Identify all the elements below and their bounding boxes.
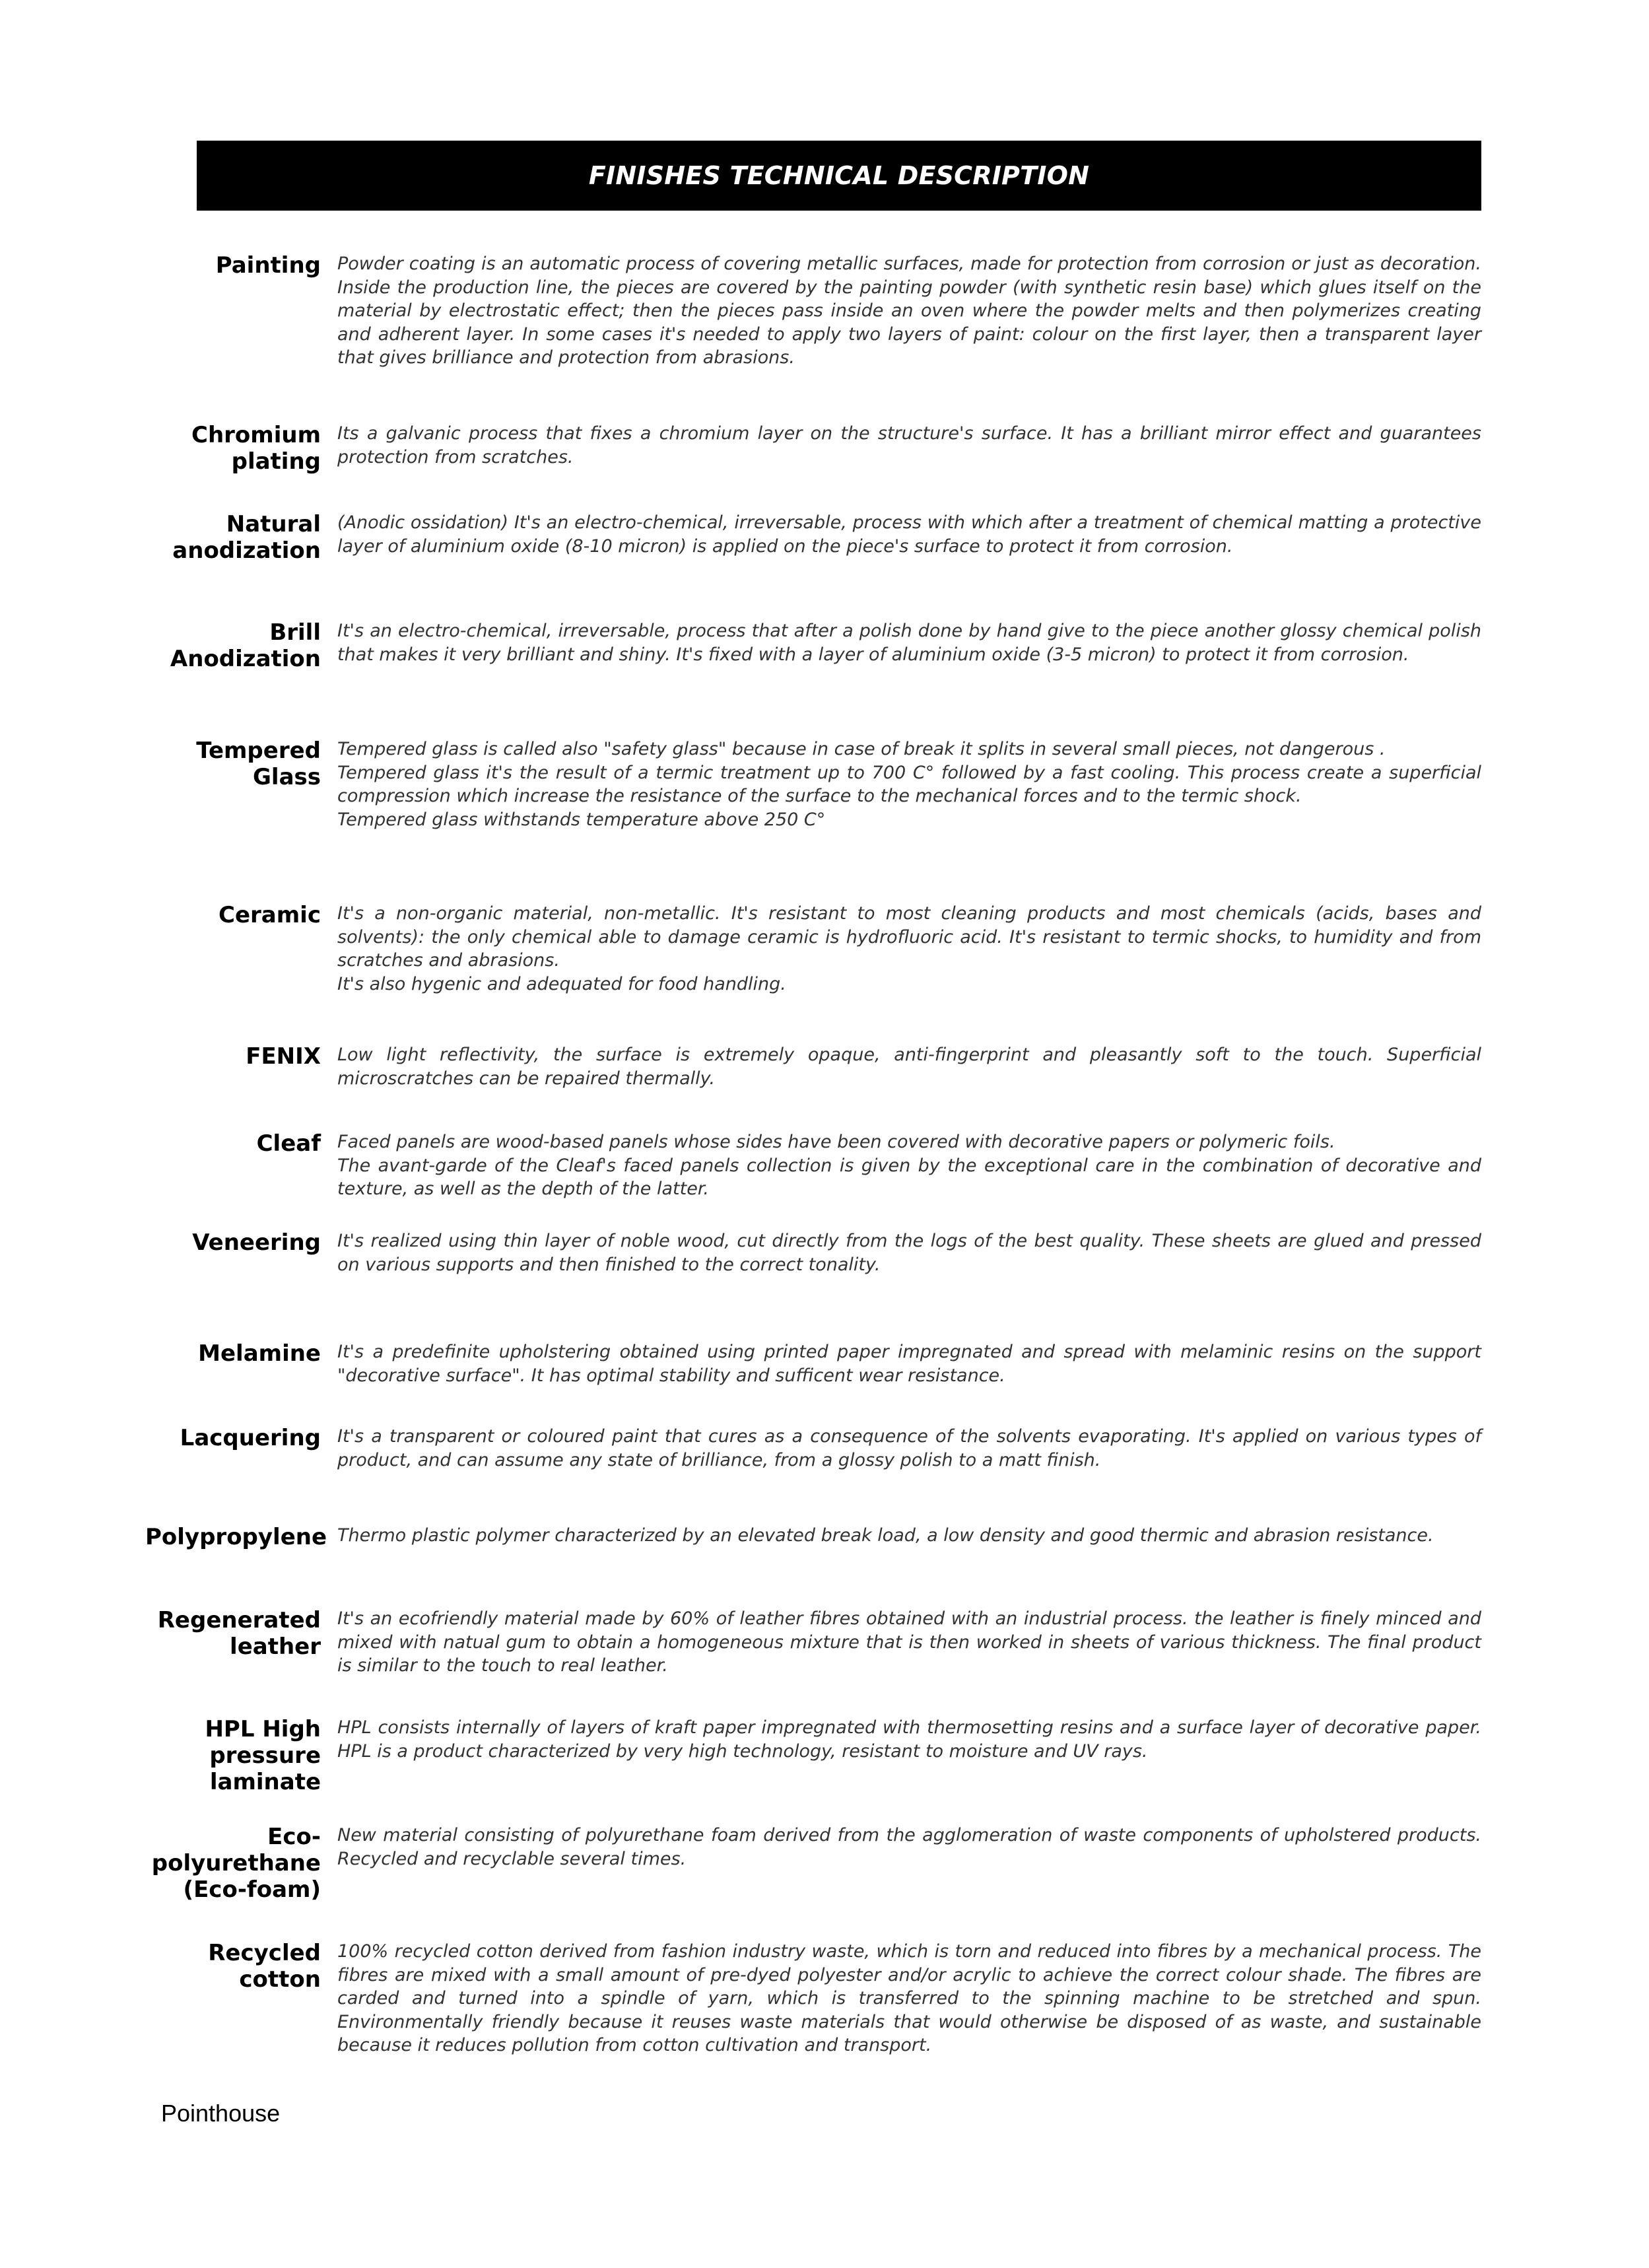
finish-label: Polypropylene: [145, 1524, 327, 1550]
finish-label: Cleaf: [256, 1130, 321, 1157]
finish-description-paragraph: Tempered glass withstands temperature above 250 C°: [337, 809, 826, 830]
footer-brand: Pointhouse: [161, 2100, 281, 2127]
finish-description-paragraph: It's an electro-chemical, irreversable, process that after a polish done by hand give to the piece another glossy chemical polish that makes it very brilliant and shiny. It's fixed with a layer of aluminium oxide (3-5 micron) to protect it from corrosion.: [337, 621, 1481, 665]
finish-description-paragraph: It's a non-organic material, non-metallic. It's resistant to most cleaning products and most chemicals (acids, bases and solvents): the only chemical able to damage ceramic is hydrofluoric acid. It's resistant to termic shocks, to humidity and from scratches and abrasions.: [337, 903, 1481, 971]
finish-label: Brill Anodization: [170, 619, 321, 672]
finish-description-paragraph: It's a transparent or coloured paint that cures as a consequence of the solvents evaporating. It's applied on various types of product, and can assume any state of brilliance, from a glossy polish to a matt finish.: [337, 1426, 1481, 1470]
finish-description: [337, 1607, 1481, 1678]
finish-label: Tempered Glass: [196, 738, 321, 790]
section-title: FINISHES TECHNICAL DESCRIPTION: [588, 161, 1090, 190]
finish-label: Natural anodization: [172, 511, 321, 564]
finish-description-paragraph: Thermo plastic polymer characterized by an elevated break load, a low density and good thermic and abrasion resistance.: [337, 1525, 1434, 1546]
finish-description: [337, 1043, 1481, 1090]
finish-label: HPL High pressure laminate: [205, 1716, 321, 1795]
finish-description-paragraph: It's realized using thin layer of noble wood, cut directly from the logs of the best quality. These sheets are glued and pressed on various supports and then finished to the correct tonality.: [337, 1231, 1481, 1275]
finish-description: [337, 619, 1481, 666]
finish-description: [337, 1824, 1481, 1871]
finish-description-paragraph: Its a galvanic process that fixes a chromium layer on the structure's surface. It has a brilliant mirror effect and guarantees protection from scratches.: [337, 423, 1481, 467]
finish-description-paragraph: 100% recycled cotton derived from fashion industry waste, which is torn and reduced into fibres by a mechanical process. The fibres are mixed with a small amount of pre-dyed polyester and/or acrylic to achieve the correct colour shade. The fibres are carded and turned into a spindle of yarn, which is transferred to the spinning machine to be stretched and spun. Environmentally friendly because it reuses waste materials that would otherwise be disposed of as waste, and sustainable because it reduces pollution from cotton cultivation and transport.: [337, 1941, 1481, 2055]
section-title-bar: [197, 141, 1481, 211]
finish-label: Chromium plating: [191, 422, 321, 475]
finish-description-paragraph: HPL consists internally of layers of kraft paper impregnated with thermosetting resins and a surface layer of decorative paper. HPL is a product characterized by very high technology, resistant to moisture and UV rays.: [337, 1717, 1481, 1762]
finish-description: [337, 738, 1481, 831]
finish-description: [337, 1229, 1481, 1276]
finish-description-paragraph: Low light reflectivity, the surface is extremely opaque, anti-fingerprint and pleasantly soft to the touch. Superficial microscratches can be repaired thermally.: [337, 1045, 1481, 1089]
finish-description-paragraph: Faced panels are wood-based panels whose sides have been covered with decorative papers or polymeric foils.: [337, 1132, 1335, 1152]
finish-description: [337, 1524, 1481, 1548]
finish-description: [337, 1716, 1481, 1763]
finish-description: [337, 1940, 1481, 2057]
finish-description-paragraph: (Anodic ossidation) It's an electro-chemical, irreversable, process with which after a treatment of chemical matting a protective layer of aluminium oxide (8-10 micron) is applied on the piece's surface to protect it from corrosion.: [337, 512, 1481, 557]
finish-description-paragraph: Tempered glass it's the result of a termic treatment up to 700 C° followed by a fast cooling. This process create a superficial compression which increase the resistance of the surface to the mechanical forces and to the termic shock.: [337, 762, 1481, 806]
finish-label: Painting: [215, 252, 321, 279]
finish-description: [337, 252, 1481, 370]
finish-description-paragraph: Tempered glass is called also "safety glass" because in case of break it splits in several small pieces, not dangerous .: [337, 739, 1386, 759]
finish-label: Melamine: [198, 1340, 321, 1367]
finish-label: Veneering: [192, 1229, 321, 1256]
finish-description: [337, 1425, 1481, 1472]
finish-description-paragraph: It's also hygenic and adequated for food handling.: [337, 973, 786, 994]
finish-description: [337, 1340, 1481, 1387]
finish-description-paragraph: It's a predefinite upholstering obtained using printed paper impregnated and spread with melaminic resins on the support "decorative surface". It has optimal stability and sufficent wear resistance.: [337, 1342, 1481, 1386]
finish-description-paragraph: It's an ecofriendly material made by 60% of leather fibres obtained with an industrial process. the leather is finely minced and mixed with natual gum to obtain a homogeneous mixture that is then worked in sheets of various thickness. The final product is similar to the touch to real leather.: [337, 1608, 1481, 1676]
finish-description: [337, 422, 1481, 469]
finish-description-paragraph: Powder coating is an automatic process of covering metallic surfaces, made for protection from corrosion or just as decoration. Inside the production line, the pieces are covered by the painting powder (with synthetic resin base) which glues itself on the material by electrostatic effect; then the pieces pass inside an oven where the powder melts and then polymerizes creating and adherent layer. In some cases it's needed to apply two layers of paint: colour on the first layer, then a transparent layer that gives brilliance and protection from abrasions.: [337, 254, 1481, 368]
finish-description: [337, 511, 1481, 558]
finish-label: Ceramic: [219, 902, 321, 928]
finish-description: [337, 902, 1481, 996]
finish-label: Recycled cotton: [208, 1940, 321, 1993]
finish-description-paragraph: New material consisting of polyurethane foam derived from the agglomeration of waste components of upholstered products. Recycled and recyclable several times.: [337, 1825, 1481, 1869]
finish-description-paragraph: The avant-garde of the Cleaf's faced panels collection is given by the exceptional care in the combination of decorative and texture, as well as the depth of the latter.: [337, 1155, 1481, 1199]
finish-label: FENIX: [246, 1043, 321, 1070]
finish-label: Regenerated leather: [157, 1607, 321, 1660]
finish-label: Lacquering: [180, 1425, 321, 1451]
finish-label: Eco-polyurethane (Eco-foam): [151, 1824, 321, 1903]
finish-description: [337, 1130, 1481, 1201]
